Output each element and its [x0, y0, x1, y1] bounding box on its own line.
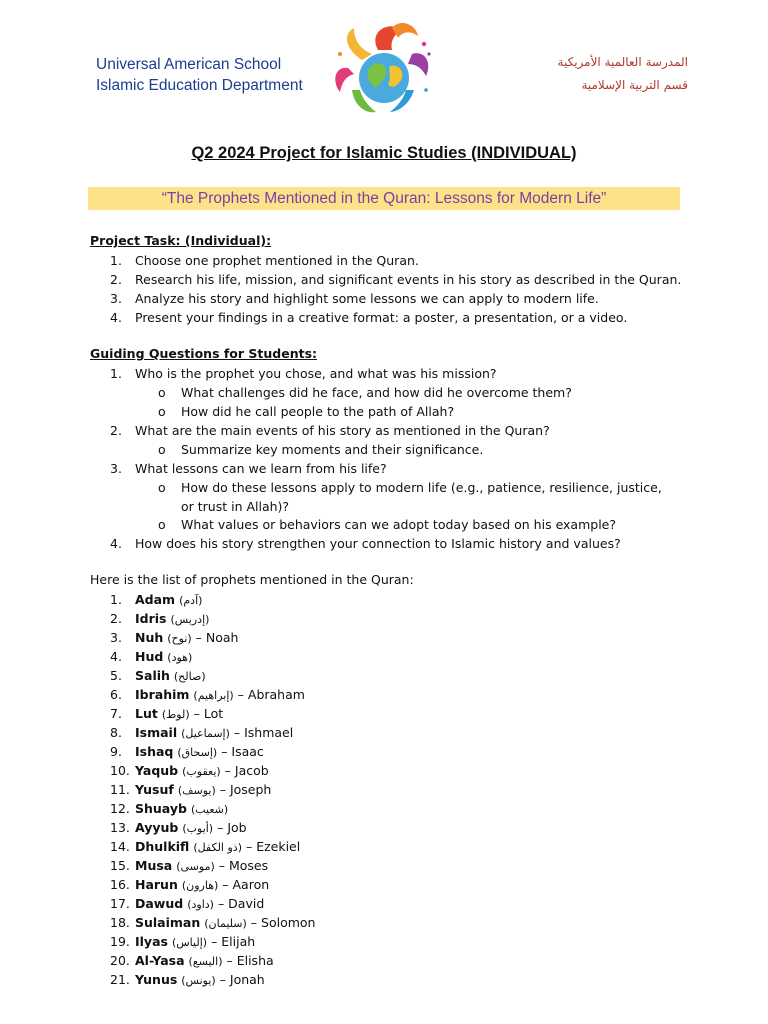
prophet-list-item	[90, 932, 710, 951]
prophet-name: Musa	[135, 858, 173, 873]
prophet-name: Yaqub	[135, 763, 179, 778]
department-name: Islamic Education Department	[96, 77, 303, 94]
prophet-name: Ibrahim	[135, 687, 190, 702]
prophet-list-item	[90, 647, 710, 666]
prophet-arabic-name: (موسى)	[176, 860, 215, 873]
school-name-block	[96, 54, 303, 96]
prophet-list-item	[90, 875, 710, 894]
document-title: Q2 2024 Project for Islamic Studies (INDIVIDUAL)	[191, 144, 577, 162]
prophet-english-name: – David	[217, 896, 265, 911]
prophet-list-item	[90, 628, 710, 647]
prophet-arabic-name: (أيوب)	[182, 822, 214, 835]
question-item: 4. How does his story strengthen your connection to Islamic history and values?	[110, 536, 621, 551]
prophet-name: Yusuf	[135, 782, 174, 797]
prophet-name: Shuayb	[135, 801, 187, 816]
arabic-department-name: قسم التربية الإسلامية	[581, 78, 688, 92]
prophet-english-name: – Ezekiel	[245, 839, 301, 854]
prophet-number: 14.	[110, 839, 130, 854]
arabic-school-block	[558, 51, 688, 97]
prophet-name: Idris	[135, 611, 167, 626]
prophet-list-item	[90, 951, 710, 970]
prophet-name: Sulaiman	[135, 915, 201, 930]
prophet-arabic-name: (إلياس)	[171, 936, 208, 949]
prophet-english-name: – Solomon	[250, 915, 316, 930]
prophet-list-item	[90, 590, 710, 609]
prophet-list	[90, 590, 710, 989]
prophet-list-item	[90, 761, 710, 780]
prophet-list-item	[90, 837, 710, 856]
prophet-number: 15.	[110, 858, 130, 873]
prophet-number: 17.	[110, 896, 130, 911]
arabic-school-name: المدرسة العالمية الأمريكية	[557, 55, 688, 69]
question-item: 3. What lessons can we learn from his life?	[110, 461, 387, 476]
prophet-english-name: – Elisha	[226, 953, 274, 968]
document-body	[90, 231, 710, 989]
task-item: 2. Research his life, mission, and significant events in his story as described in the Quran.	[110, 272, 682, 287]
prophet-english-name: – Noah	[195, 630, 239, 645]
prophet-english-name: – Jacob	[224, 763, 269, 778]
prophet-arabic-name: (هارون)	[181, 879, 219, 892]
prophet-english-name: – Ishmael	[233, 725, 294, 740]
question-subitem: o Summarize key moments and their significance.	[158, 442, 484, 457]
prophet-english-name: – Aaron	[222, 877, 270, 892]
prophet-number: 19.	[110, 934, 130, 949]
prophet-arabic-name: (لوط)	[161, 708, 190, 721]
prophet-number: 5.	[110, 668, 122, 683]
prophet-list-item	[90, 970, 710, 989]
prophet-arabic-name: (هود)	[167, 651, 193, 664]
prophet-number: 9.	[110, 744, 122, 759]
prophet-arabic-name: (نوح)	[167, 632, 192, 645]
prophet-list-item	[90, 704, 710, 723]
questions-heading: Guiding Questions for Students:	[90, 346, 318, 361]
prophet-name: Yunus	[135, 972, 178, 987]
prophet-name: Adam	[135, 592, 176, 607]
prophet-name: Al-Yasa	[135, 953, 185, 968]
prophet-list-item	[90, 818, 710, 837]
prophet-number: 8.	[110, 725, 122, 740]
prophet-list-item	[90, 856, 710, 875]
prophet-number: 4.	[110, 649, 122, 664]
prophet-number: 16.	[110, 877, 130, 892]
prophet-arabic-name: (آدم)	[179, 594, 203, 607]
prophet-number: 7.	[110, 706, 122, 721]
prophet-number: 18.	[110, 915, 130, 930]
prophet-name: Salih	[135, 668, 170, 683]
prophet-arabic-name: (ذو الكفل)	[193, 841, 242, 854]
prophet-number: 1.	[110, 592, 122, 607]
prophet-english-name: – Abraham	[237, 687, 305, 702]
prophet-english-name: – Joseph	[219, 782, 272, 797]
prophet-number: 12.	[110, 801, 130, 816]
prophet-english-name: – Job	[217, 820, 247, 835]
prophet-name: Dawud	[135, 896, 184, 911]
prophet-list-item	[90, 666, 710, 685]
prophet-number: 2.	[110, 611, 122, 626]
prophet-english-name: – Jonah	[219, 972, 265, 987]
prophet-number: 20.	[110, 953, 130, 968]
question-item: 1. Who is the prophet you chose, and what was his mission?	[110, 366, 497, 381]
prophets-intro: Here is the list of prophets mentioned in the Quran:	[90, 572, 414, 587]
prophet-number: 13.	[110, 820, 130, 835]
prophet-arabic-name: (يوسف)	[177, 784, 216, 797]
prophet-arabic-name: (اليسع)	[188, 955, 223, 968]
prophet-name: Ishaq	[135, 744, 174, 759]
prophet-list-item	[90, 799, 710, 818]
prophet-name: Hud	[135, 649, 164, 664]
prophet-number: 10.	[110, 763, 130, 778]
prophet-arabic-name: (شعيب)	[190, 803, 229, 816]
prophet-name: Dhulkifl	[135, 839, 190, 854]
prophet-english-name: – Moses	[218, 858, 269, 873]
prophet-name: Ilyas	[135, 934, 168, 949]
prophet-number: 11.	[110, 782, 130, 797]
prophet-list-item	[90, 723, 710, 742]
prophet-name: Harun	[135, 877, 178, 892]
theme-banner-text: “The Prophets Mentioned in the Quran: Lessons for Modern Life”	[161, 189, 607, 207]
prophet-name: Ayyub	[135, 820, 179, 835]
prophet-list-item	[90, 913, 710, 932]
prophet-arabic-name: (داود)	[187, 898, 214, 911]
question-subitem: o What challenges did he face, and how did he overcome them?	[158, 385, 572, 400]
prophet-name: Nuh	[135, 630, 164, 645]
prophet-arabic-name: (صالح)	[173, 670, 206, 683]
question-item: 2. What are the main events of his story as mentioned in the Quran?	[110, 423, 550, 438]
prophet-list-item	[90, 742, 710, 761]
prophet-arabic-name: (إسحاق)	[177, 746, 218, 759]
prophet-number: 21.	[110, 972, 130, 987]
prophet-list-item	[90, 894, 710, 913]
prophet-arabic-name: (يونس)	[181, 974, 216, 987]
prophet-list-item	[90, 780, 710, 799]
prophet-arabic-name: (إبراهيم)	[193, 689, 234, 702]
prophet-english-name: – Isaac	[221, 744, 264, 759]
theme-banner	[88, 187, 680, 210]
task-heading: Project Task: (Individual):	[90, 233, 272, 248]
prophet-list-item	[90, 609, 710, 628]
prophet-name: Ismail	[135, 725, 178, 740]
prophet-arabic-name: (إسماعيل)	[181, 727, 230, 740]
task-item: 4. Present your findings in a creative format: a poster, a presentation, or a video.	[110, 310, 628, 325]
question-subitem: o What values or behaviors can we adopt today based on his example?	[158, 517, 617, 532]
prophet-list-item	[90, 685, 710, 704]
school-name: Universal American School	[96, 56, 282, 73]
task-item: 3. Analyze his story and highlight some lessons we can apply to modern life.	[110, 291, 599, 306]
prophet-arabic-name: (يعقوب)	[182, 765, 221, 778]
task-item: 1. Choose one prophet mentioned in the Quran.	[110, 253, 419, 268]
question-subitem: o How did he call people to the path of Allah?	[158, 404, 455, 419]
prophet-arabic-name: (سليمان)	[204, 917, 247, 930]
prophet-english-name: – Lot	[193, 706, 224, 721]
school-logo	[332, 20, 436, 116]
prophet-name: Lut	[135, 706, 158, 721]
prophet-english-name: – Elijah	[211, 934, 256, 949]
prophet-number: 6.	[110, 687, 122, 702]
prophet-arabic-name: (إدريس)	[170, 613, 210, 626]
question-subitem: o How do these lessons apply to modern life (e.g., patience, resilience, justice, or trust in Allah)?	[158, 480, 662, 514]
prophet-number: 3.	[110, 630, 122, 645]
